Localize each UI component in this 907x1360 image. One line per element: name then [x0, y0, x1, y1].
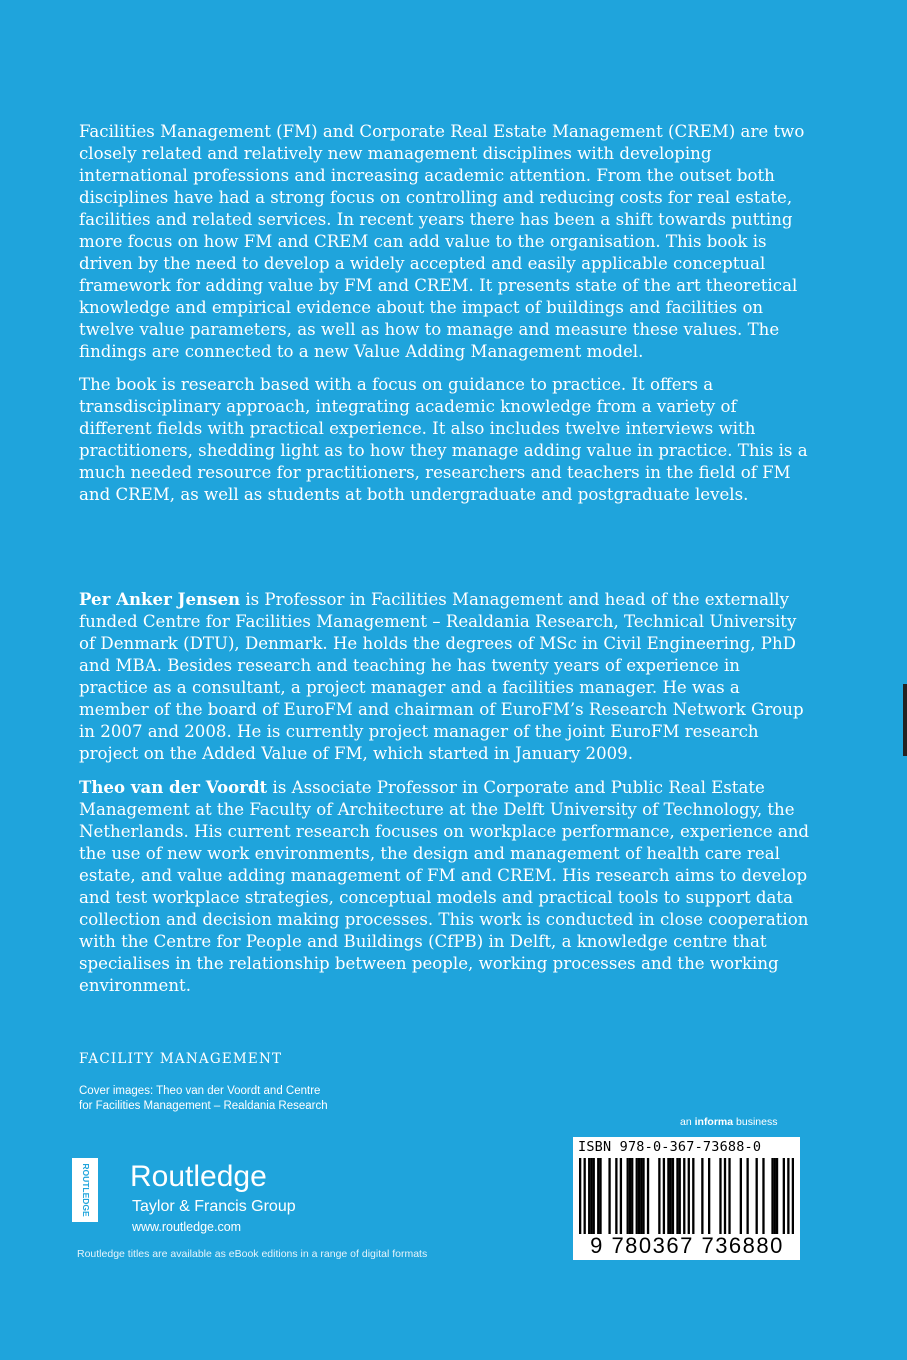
barcode-bars [579, 1158, 794, 1234]
barcode-bar [588, 1158, 590, 1234]
informa-prefix: an [680, 1116, 695, 1128]
barcode-bar [636, 1158, 638, 1234]
barcode-bar [597, 1158, 599, 1234]
author-bios [79, 588, 814, 1008]
routledge-logo [72, 1158, 372, 1234]
barcode-bar [629, 1158, 631, 1234]
barcode-digits: 9 780367 736880 [590, 1233, 784, 1258]
cover-credit-line-1: Cover images: Theo van der Voordt and Centre [79, 1085, 321, 1097]
barcode-bar [688, 1158, 690, 1234]
barcode-bar [627, 1158, 629, 1234]
barcode-bar [599, 1158, 601, 1234]
barcode-bar [615, 1158, 617, 1234]
barcode-bar [746, 1158, 748, 1234]
barcode-bar [593, 1158, 595, 1234]
barcode-bar [792, 1158, 794, 1234]
barcode-bar [590, 1158, 592, 1234]
barcode-bar [771, 1158, 773, 1234]
cover-credit [79, 1084, 399, 1114]
barcode-bar [638, 1158, 640, 1234]
barcode-bar [762, 1158, 764, 1234]
cover-credit-line-2: for Facilities Management – Realdania Research [79, 1100, 328, 1112]
informa-suffix: business [733, 1116, 778, 1128]
publisher-group: Taylor & Francis Group [132, 1198, 296, 1215]
description-paragraph-1: Facilities Management (FM) and Corporate Real Estate Management (CREM) are two closely related and relatively new management disciplines with developing international professions and increasing academic attention. From the outset both disciplines have had a strong focus on controlling and reducing costs for real estate, facilities and related services. In recent years there has been a shift towards putting more focus on how FM and CREM can add value to the organisation. This book is driven by the need to develop a widely accepted and easily applicable conceptual framework for adding value by FM and CREM. It presents state of the art theoretical knowledge and empirical evidence about the impact of buildings and facilities on twelve value parameters, as well as how to manage and measure these values. The findings are connected to a new Value Adding Management model. [79, 122, 805, 361]
description-paragraph-2: The book is research based with a focus on guidance to practice. It offers a transdisciplinary approach, integrating academic knowledge from a variety of different fields with practical experience. It also includes twelve interviews with practitioners, shedding light as to how they manage adding value in practice. This is a much needed resource for practitioners, researchers and teachers in the field of FM and CREM, as well as students at both undergraduate and postgraduate levels. [79, 375, 808, 504]
barcode-bar [724, 1158, 726, 1234]
author-name-1: Per Anker Jensen [79, 589, 241, 609]
barcode-bar [579, 1158, 581, 1234]
barcode-bar [756, 1158, 758, 1234]
barcode-bar [642, 1158, 644, 1234]
isbn-barcode [573, 1137, 800, 1260]
barcode-bar [584, 1158, 586, 1234]
edge-mark [903, 684, 907, 756]
barcode-bar [667, 1158, 669, 1234]
author-bio-1 [79, 588, 814, 765]
ebook-note: Routledge titles are available as eBook editions in a range of digital formats [77, 1248, 428, 1260]
barcode-bar [670, 1158, 672, 1234]
barcode-bar [719, 1158, 721, 1234]
publisher-url: www.routledge.com [132, 1220, 242, 1234]
barcode-bar [631, 1158, 633, 1234]
barcode-bar [672, 1158, 674, 1234]
barcode-bar [683, 1158, 685, 1234]
spine-text: ROUTLEDGE [80, 1163, 91, 1217]
barcode-bar [679, 1158, 681, 1234]
barcode-bar [658, 1158, 660, 1234]
barcode-bar [728, 1158, 730, 1234]
routledge-spine-icon [72, 1158, 98, 1222]
author-bio-text-1: is Professor in Facilities Management and head of the externally funded Centre for Facilities Management – Realdania Research, Technical University of Denmark (DTU), Denmark. He holds the degrees of MSc in Civil Engineering, PhD and MBA. Besides research and teaching he has twenty years of experience in practice as a consultant, a project manager and a facilities manager. He was a member of the board of EuroFM and chairman of EuroFM’s Research Network Group in 2007 and 2008. He is currently project manager of the joint EuroFM research project on the Added Value of FM, which started in January 2009. [79, 590, 804, 763]
book-description [79, 121, 814, 517]
barcode-bar [663, 1158, 665, 1234]
author-bio-2 [79, 776, 814, 997]
informa-brand: informa [694, 1116, 734, 1128]
barcode-bar [647, 1158, 649, 1234]
isbn-label: ISBN 978-0-367-73688-0 [578, 1139, 762, 1155]
barcode-bar [608, 1158, 610, 1234]
barcode-bar [740, 1158, 742, 1234]
barcode-bar [708, 1158, 710, 1234]
barcode-bar [620, 1158, 622, 1234]
barcode-bar [787, 1158, 789, 1234]
author-bio-text-2: is Associate Professor in Corporate and Public Real Estate Management at the Faculty of Architecture at the Delft University of Technology, the Netherlands. His current research focuses on workplace performance, experience and the use of new work environments, the design and management of health care real estate, and value adding management of FM and CREM. His research aims to develop and test workplace strategies, conceptual models and practical tools to support data collection and decision making processes. This work is conducted in close cooperation with the Centre for People and Buildings (CfPB) in Delft, a knowledge centre that specialises in the relationship between people, working processes and the working environment. [79, 778, 810, 995]
publisher-name: Routledge [130, 1160, 267, 1193]
informa-tagline [680, 1116, 777, 1128]
barcode-bar [701, 1158, 703, 1234]
barcode-bar [774, 1158, 776, 1234]
barcode-bar [640, 1158, 642, 1234]
barcode-bar [676, 1158, 678, 1234]
series-label: FACILITY MANAGEMENT [79, 1051, 283, 1067]
author-name-2: Theo van der Voordt [79, 777, 268, 797]
barcode-bar [692, 1158, 694, 1234]
barcode-bar [776, 1158, 778, 1234]
barcode-bar [783, 1158, 785, 1234]
